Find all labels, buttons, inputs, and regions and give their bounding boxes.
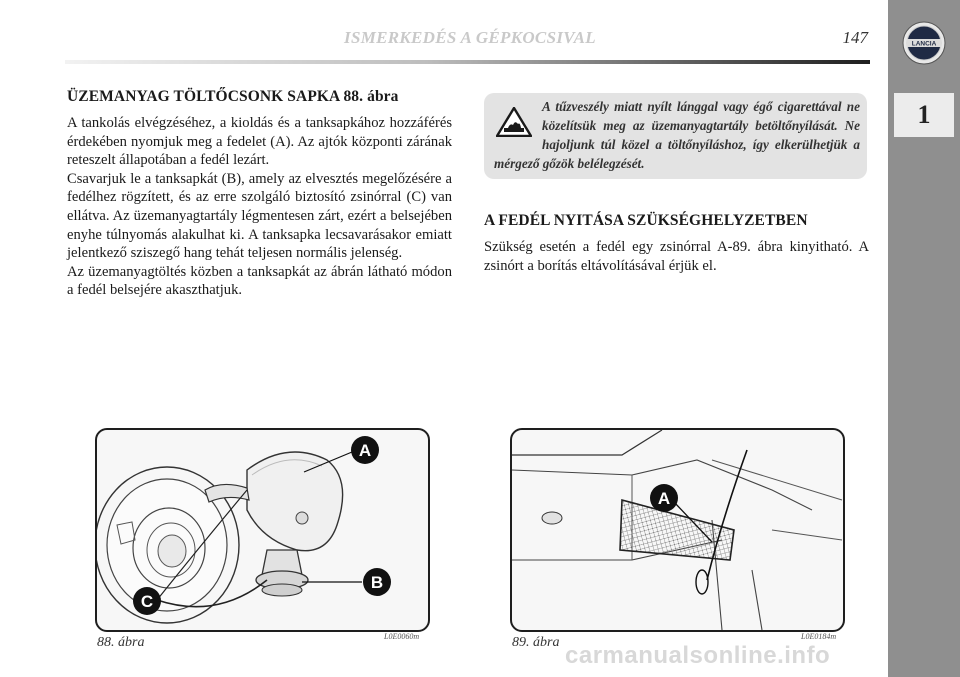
chapter-number: 1 [894, 93, 954, 137]
label-b-marker [363, 568, 391, 596]
lancia-logo [901, 20, 947, 66]
section-heading-emergency-opening: A FEDÉL NYITÁSA SZÜKSÉGHELYZETBEN [484, 212, 808, 229]
running-header-title: ISMERKEDÉS A GÉPKOCSIVAL [344, 28, 596, 47]
label-a: A [358, 441, 372, 460]
warning-text: A tűzveszély miatt nyílt lánggal vagy égő cigarettával ne közelítsük meg az üzemanyagtartály betöltőnyílását. Ne hajoljunk túl közel a töltőnyíláshoz, így elkerülhetjük a mérgező gőzök belélegzését. [494, 99, 860, 171]
label-a: A [657, 489, 671, 508]
header-rule [65, 60, 870, 64]
figure-89-illustration [510, 428, 845, 632]
section-heading-fuel-cap: ÜZEMANYAG TÖLTŐCSONK SAPKA 88. ábra [67, 88, 399, 105]
paragraph-3: Az üzemanyagtöltés közben a tanksapkát az ábrán látható módon a fedél belsejére akaszthatjuk. [67, 263, 452, 299]
right-column [484, 212, 869, 275]
figure-89-code: L0E0184m [801, 632, 837, 641]
figure-88-caption: 88. ábra [97, 635, 145, 650]
warning-text-wrap [494, 97, 860, 173]
figure-89-caption: 89. ábra [512, 635, 560, 650]
fuel-cap-drawing [97, 430, 428, 630]
label-c: C [140, 592, 154, 611]
trunk-cord-drawing [512, 430, 843, 630]
logo-text: LANCIA [911, 40, 937, 48]
figure-88-illustration [95, 428, 430, 632]
label-a-marker [351, 436, 379, 464]
label-c-marker [133, 587, 161, 615]
page-number: 147 [842, 28, 868, 47]
warning-box [484, 93, 867, 179]
left-column [67, 88, 452, 300]
paragraph-2: Csavarjuk le a tanksapkát (B), amely az elvesztés megelőzésére a fedélhez rögzített, és az erre szolgáló biztosító zsinórral (C) van ellátva. Az üzemanyagtartály légmentesen zárt, ezért a belsejében enyhe túlnyomás alakulhat ki. A tanksapka lecsavarásakor emiatt jelentkező sziszegő hang tehát teljesen normális jelenség. [67, 170, 452, 262]
paragraph-emergency: Szükség esetén a fedél egy zsinórral A-89. ábra kinyitható. A zsinórt a borítás eltávolításával érjük el. [484, 239, 869, 274]
label-b: B [370, 573, 384, 592]
label-a-marker [650, 484, 678, 512]
paragraph-1: A tankolás elvégzéséhez, a kioldás és a tanksapkához hozzáférés érdekében nyomjuk meg a fedelet (A). Az ajtók központi zárának reteszelt állapotában a fedél lezárt. [67, 115, 452, 169]
figure-88-code: L0E0060m [384, 632, 420, 641]
watermark: carmanualsonline.info [565, 642, 831, 669]
